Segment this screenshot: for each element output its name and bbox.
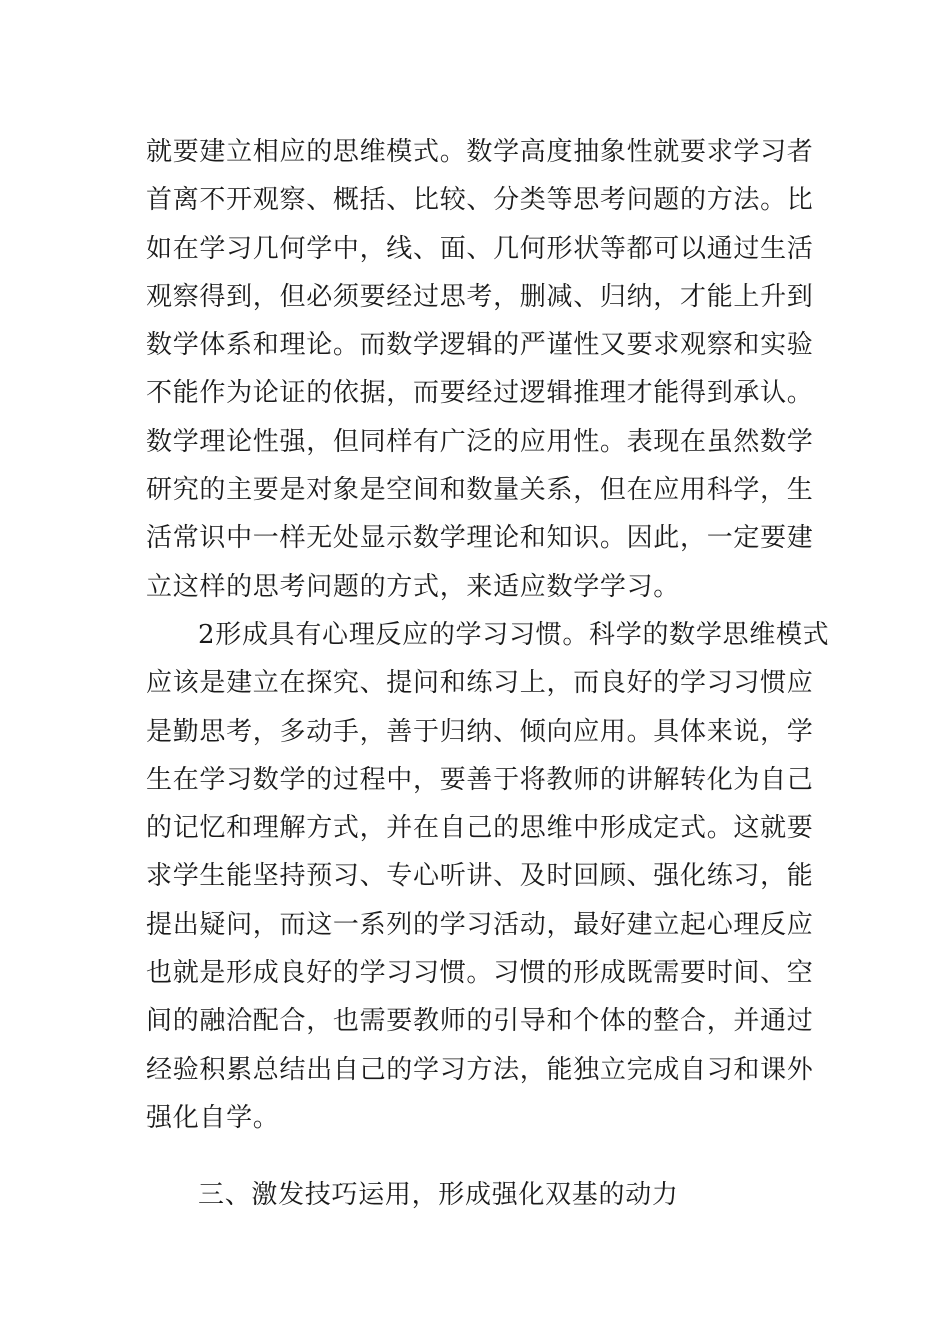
paragraph-2-line-2: 应该是建立在探究、提问和练习上，而良好的学习习惯应 xyxy=(146,668,814,699)
paragraph-2-line-9: 间的融洽配合，也需要教师的引导和个体的整合，并通过 xyxy=(146,1006,814,1037)
paragraph-2-line-1: 2形成具有心理反应的学习习惯。科学的数学思维模式 xyxy=(198,619,830,650)
paragraph-2-line-6: 求学生能坚持预习、专心听讲、及时回顾、强化练习，能 xyxy=(146,861,814,892)
paragraph-2-line-10: 经验积累总结出自己的学习方法，能独立完成自习和课外 xyxy=(146,1054,814,1085)
paragraph-1-line-8: 研究的主要是对象是空间和数量关系，但在应用科学，生 xyxy=(146,475,814,506)
paragraph-2-line-11: 强化自学。 xyxy=(146,1102,280,1133)
paragraph-1-line-4: 观察得到，但必须要经过思考，删减、归纳，才能上升到 xyxy=(146,281,814,312)
paragraph-1-line-9: 活常识中一样无处显示数学理论和知识。因此，一定要建 xyxy=(146,523,814,554)
section-heading: 三、激发技巧运用，形成强化双基的动力 xyxy=(198,1180,679,1210)
document-body xyxy=(146,128,830,1142)
paragraph-2-line-7: 提出疑问，而这一系列的学习活动，最好建立起心理反应 xyxy=(146,909,814,940)
paragraph-1-line-2: 首离不开观察、概括、比较、分类等思考问题的方法。比 xyxy=(146,185,814,216)
paragraph-2-line-3: 是勤思考，多动手，善于归纳、倾向应用。具体来说，学 xyxy=(146,716,814,747)
paragraph-1-line-5: 数学体系和理论。而数学逻辑的严谨性又要求观察和实验 xyxy=(146,330,814,361)
paragraph-1-line-10: 立这样的思考问题的方式，来适应数学学习。 xyxy=(146,571,681,602)
paragraph-2-line-8: 也就是形成良好的学习习惯。习惯的形成既需要时间、空 xyxy=(146,958,814,989)
paragraph-1-line-6: 不能作为论证的依据，而要经过逻辑推理才能得到承认。 xyxy=(146,378,814,409)
paragraph-1-line-3: 如在学习几何学中，线、面、几何形状等都可以通过生活 xyxy=(146,233,814,264)
paragraph-2-line-4: 生在学习数学的过程中，要善于将教师的讲解转化为自己 xyxy=(146,764,814,795)
paragraph-1-line-7: 数学理论性强，但同样有广泛的应用性。表现在虽然数学 xyxy=(146,426,814,457)
paragraph-1-line-1: 就要建立相应的思维模式。数学高度抽象性就要求学习者 xyxy=(146,137,814,167)
paragraph-2-line-5: 的记忆和理解方式，并在自己的思维中形成定式。这就要 xyxy=(146,813,814,844)
